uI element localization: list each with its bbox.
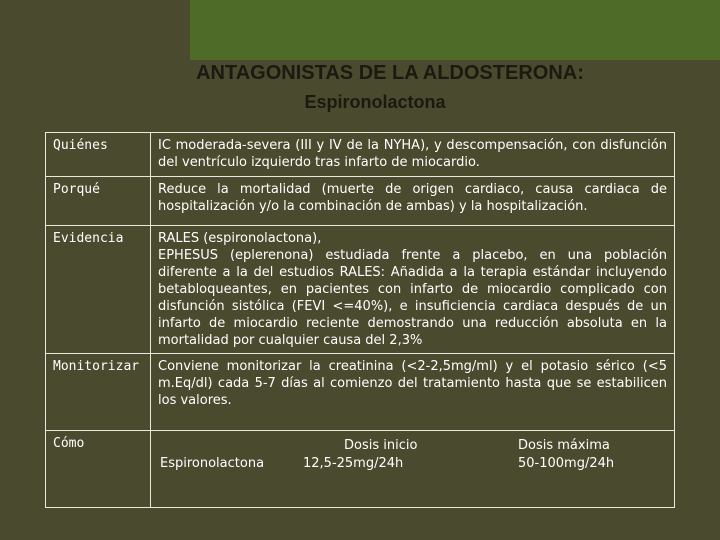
- row-label-porque: Porqué: [46, 177, 151, 226]
- row-content-evidencia: [151, 226, 675, 354]
- row-label-evidencia: Evidencia: [46, 226, 151, 354]
- dose-header-initial: Dosis inicio: [344, 438, 418, 453]
- decorative-header-block: [190, 0, 720, 60]
- row-label-quienes: Quiénes: [46, 133, 151, 177]
- table-row: [46, 354, 675, 431]
- slide-subtitle: Espironolactona: [304, 92, 446, 112]
- table-row: [46, 133, 675, 177]
- info-table: [45, 132, 675, 508]
- evidencia-rest: EPHESUS (eplerenona) estudiada frente a placebo, en una población diferente a la del estudios RALES: Añadida a la terapia estándar incluyendo betabloqueantes, en pacientes con infarto de miocardio complicado con disfunción sistólica (FEVI <=40%), e insuficiencia cardiaca después de un infarto de miocardio reciente demostrando una reducción absoluta en la mortalidad por cualquier causa del 2,3%: [158, 248, 667, 348]
- evidencia-line1: RALES (espironolactona),: [158, 231, 322, 246]
- table-row: [46, 226, 675, 354]
- row-label-como: Cómo: [46, 431, 151, 508]
- dose-initial-value: 12,5-25mg/24h: [303, 456, 404, 471]
- dose-header-max: Dosis máxima: [518, 438, 610, 453]
- row-content-quienes: IC moderada-severa (III y IV de la NYHA), y descompensación, con disfunción del ventrículo izquierdo tras infarto de miocardio.: [151, 133, 675, 177]
- row-content-como: [151, 431, 675, 508]
- row-content-monitorizar: Conviene monitorizar la creatinina (<2-2,5mg/ml) y el potasio sérico (<5 m.Eq/dl) cada 5-7 días al comienzo del tratamiento hasta que se estabilicen los valores.: [151, 354, 675, 431]
- row-label-monitorizar: Monitorizar: [46, 354, 151, 431]
- row-content-porque: Reduce la mortalidad (muerte de origen cardiaco, causa cardiaca de hospitalización y/o la combinación de ambas) y la hospitalización.: [151, 177, 675, 226]
- slide-title: ANTAGONISTAS DE LA ALDOSTERONA:: [196, 62, 584, 84]
- table-row: [46, 431, 675, 508]
- drug-name: Espironolactona: [160, 456, 265, 471]
- dose-max-value: 50-100mg/24h: [518, 456, 615, 471]
- table-row: [46, 177, 675, 226]
- dosage-table: [158, 435, 667, 503]
